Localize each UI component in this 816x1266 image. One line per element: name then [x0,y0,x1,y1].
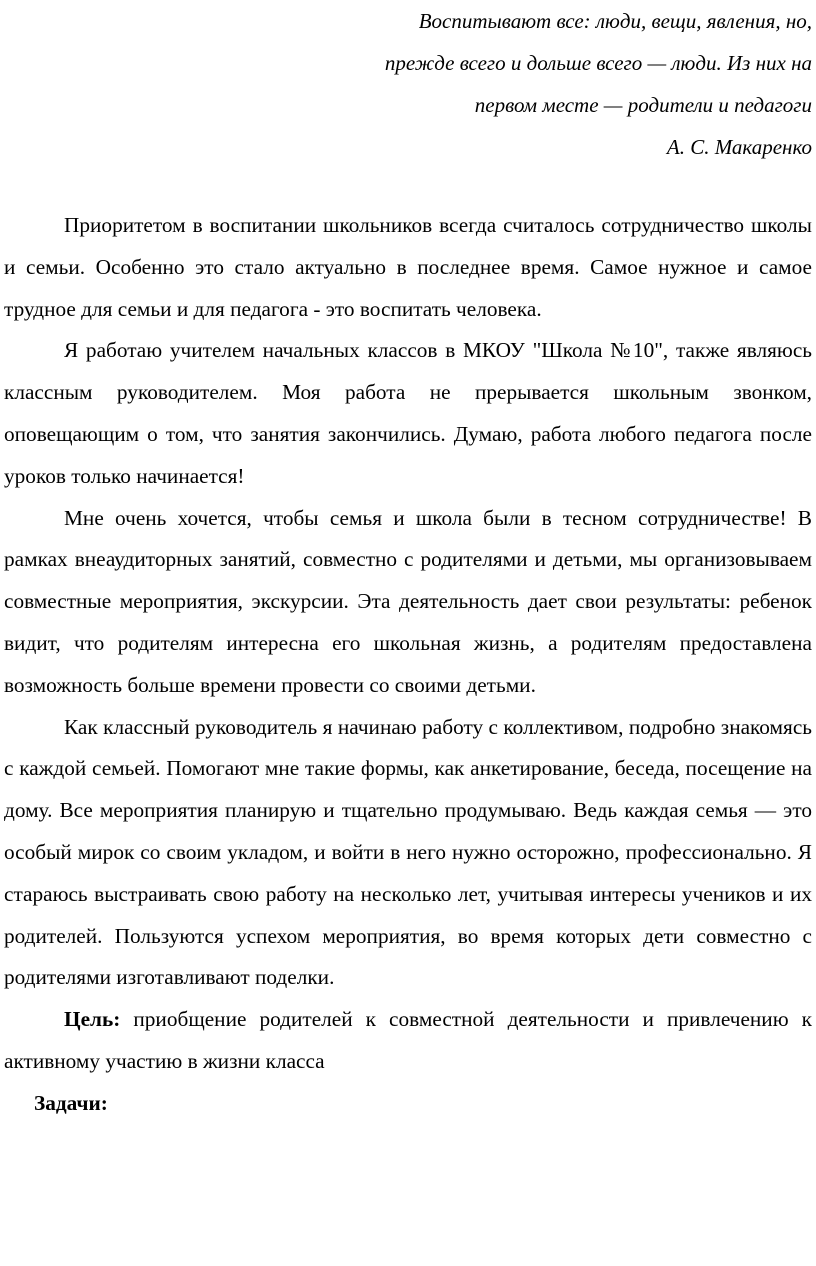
paragraph-class-teacher: Как классный руководитель я начинаю работу с коллективом, подробно знакомясь с каждой семьей. Помогают мне такие формы, как анкетирование, беседа, посещение на дому. Все мероприятия планирую и тщательно продумываю. Ведь каждая семья — это особый мирок со своим укладом, и войти в него нужно осторожно, профессионально. Я стараюсь выстраивать свою работу на несколько лет, учитывая интересы учеников и их родителей. Пользуются успехом мероприятия, во время которых дети совместно с родителями изготавливают поделки. [4,714,812,990]
epigraph-line: первом месте — родители и педагоги [474,93,812,117]
document-body [4,205,812,1125]
goal-label: Цель: [64,1007,121,1032]
goal-text: приобщение родителей к совместной деятельности и привлечению к активному участию в жизни класса [4,1007,813,1073]
tasks-heading: Задачи: [34,1090,108,1115]
paragraph-cooperation: Мне очень хочется, чтобы семья и школа были в тесном сотрудничестве! В рамках внеаудиторных занятий, совместно с родителями и детьми, мы организовываем совместные мероприятия, экскурсии. Эта деятельность дает свои результаты: ребенок видит, что родителям интересна его школьная жизнь, а родителям предоставлена возможность больше времени провести со своими детьми. [4,505,812,697]
paragraph-priority: Приоритетом в воспитании школьников всегда считалось сотрудничество школы и семьи. Особенно это стало актуально в последнее время. Самое нужное и самое трудное для семьи и для педагога - это воспитать человека. [4,213,812,321]
epigraph-line: прежде всего и дольше всего — люди. Из них на [384,51,812,75]
epigraph [112,0,812,168]
epigraph-line: Воспитывают все: люди, вещи, явления, но, [418,9,812,33]
epigraph-author: А. С. Макаренко [666,135,812,159]
paragraph-work: Я работаю учителем начальных классов в МКОУ "Школа №10", также являюсь классным руководителем. Моя работа не прерывается школьным звонком, оповещающим о том, что занятия закончились. Думаю, работа любого педагога после уроков только начинается! [4,338,812,488]
paragraph-goal [4,999,812,1083]
